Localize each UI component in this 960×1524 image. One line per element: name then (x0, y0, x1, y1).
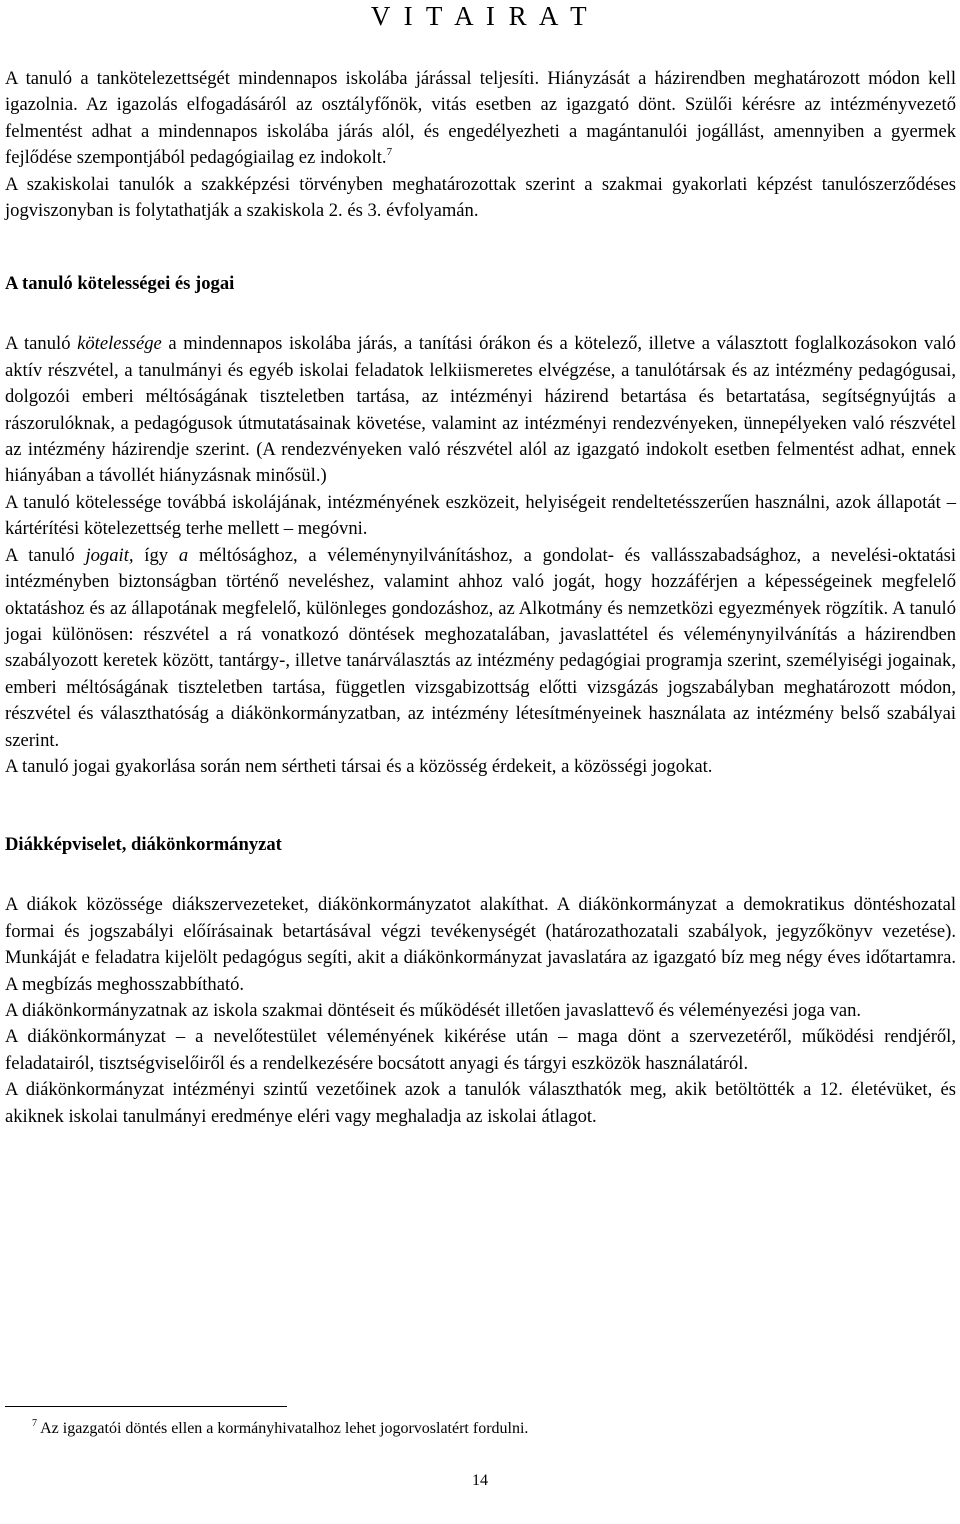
section-heading-student-government: Diákképviselet, diákönkormányzat (5, 834, 282, 856)
duties-text-start: A tanuló (5, 333, 78, 355)
vocational-paragraph: A szakiskolai tanulók a szakképzési törvényben meghatározottak szerint a szakmai gyakorlati képzést tanulószerződéses jogviszonyban is folytathatják a szakiskola 2. és 3. évfolyamán. (5, 173, 956, 222)
document-page (5, 0, 956, 1130)
student-government-paragraph-4: A diákönkormányzat intézményi szintű vezetőinek azok a tanulók választhatók meg, akik betöltötték a 12. életévüket, és akiknek iskolai tanulmányi eredménye eléri vagy meghaladja az iskolai átlagot. (5, 1079, 956, 1127)
rights-paragraph (5, 543, 956, 754)
student-government-paragraph-1: A diákok közössége diákszervezeteket, diákönkormányzatot alakíthat. A diákönkormányzat a demokratikus döntéshozatal formai és jogszabályi előírásainak betartásával végzi tevékenységét (határozathozatali szabályok, jegyzőkönyv vezetése). Munkáját e feladatra kijelölt pedagógus segíti, akit a diákönkormányzat javaslatára az igazgató bíz meg négy éves időtartamra. A megbízás meghosszabbítható. (5, 894, 956, 995)
student-government-paragraph-2: A diákönkormányzatnak az iskola szakmai döntéseit és működését illetően javaslattevő és véleményezési joga van. (5, 999, 862, 1021)
intro-section (5, 66, 956, 224)
duties-care-paragraph: A tanuló kötelessége továbbá iskolájának, intézményének eszközeit, helyiségeit rendeltetésszerűen használni, azok állapotát – kártérítési kötelezettség terhe mellett – megóvni. (5, 491, 956, 540)
intro-text: A tanuló a tankötelezettségét mindennapos iskolába járással teljesíti. Hiányzását a házirendben meghatározott módon kell igazolnia. Az igazolás elfogadásáról az osztályfőnök, vitás esetben az igazgató dönt. Szülői kérésre az intézményvezető felmentést adhat a mindennapos iskolába járás alól, és engedélyezheti a magántanulói jogállást, amennyiben a gyermek fejlődése szempontjából pedagógiailag ez indokolt. (5, 68, 956, 169)
rights-limit-paragraph: A tanuló jogai gyakorlása során nem sértheti társai és a közösség érdekeit, a közösségi jogokat. (5, 755, 713, 777)
duties-text-rest: a mindennapos iskolába járás, a tanítási órákon és a kötelező, illetve a választott foglalkozásokon való aktív részvétel, a tanulmányi és egyéb iskolai feladatok lelkiismeretes elvégzése, a tanulótársak és az intézmény pedagógusai, dolgozói emberi méltóságának tiszteletben tartása, az intézményi házirend betartása és betartatása, segítségnyújtás a rászorulóknak, a pedagógusok útmutatásainak követése, valamint az intézményi rendezvényeken, ünnepélyeken való részvétel az intézmény házirendje szerint. (A rendezvényeken való részvétel alól az igazgató indokolt esetben felmentést adhat, ennek hiányában a távollét hiányzásnak minősül.) (5, 333, 956, 487)
student-government-paragraph-3: A diákönkormányzat – a nevelőtestület véleményének kikérése után – maga dönt a szervezetéről, működési rendjéről, feladatairól, tisztségviselőiről és a rendelkezésére bocsátott anyagi és tárgyi eszközök használatáról. (5, 1026, 956, 1074)
intro-paragraph (5, 66, 956, 172)
rights-text-start: A tanuló (5, 544, 86, 566)
rights-emphasis-a: a (178, 544, 189, 566)
rights-emphasis: jogait, (85, 544, 134, 566)
section-heading-duties: A tanuló kötelességei és jogai (5, 273, 235, 295)
duties-section (5, 331, 956, 780)
footnote-divider (5, 1406, 287, 1407)
rights-text-rest: méltósághoz, a véleménynyilvánításhoz, a gondolat- és vallásszabadsághoz, a nevelési-oktatási intézményben biztonságban történő neveléshez, valamint ahhoz való jogát, hogy hozzáférjen a képességeinek megfelelő oktatáshoz és az állapotának megfelelő, különleges gondozáshoz, az Alkotmány és nemzetközi egyezmények rögzítik. A tanuló jogai különösen: részvétel a rá vonatkozó döntések meghozatalában, javaslattétel és véleménynyilvánítás a házirendben szabályozott keretek között, tantárgy-, illetve tanárválasztás az intézmény pedagógiai programja szerint, személyiségi jogainak, emberi méltóságának tiszteletben tartása, független vizsgabizottság előtti vizsgázás jogszabályban meghatározott módon, részvétel és választhatóság a diákönkormányzatban, az intézmény létesítményeinek használata az intézmény belső szabályai szerint. (5, 544, 956, 751)
student-government-section (5, 892, 956, 1130)
footnote-text: Az igazgatói döntés ellen a kormányhivatalhoz lehet jogorvoslatért fordulni. (40, 1420, 529, 1437)
footnote-number: 7 (32, 1418, 37, 1429)
page-number: 14 (472, 1472, 488, 1489)
rights-text-mid: így (133, 544, 179, 566)
duties-emphasis: kötelessége (77, 333, 162, 355)
page-title: V I T A I R A T (370, 1, 591, 31)
duties-paragraph (5, 331, 956, 489)
footnote (32, 1419, 528, 1439)
footnote-reference[interactable]: 7 (386, 146, 393, 159)
